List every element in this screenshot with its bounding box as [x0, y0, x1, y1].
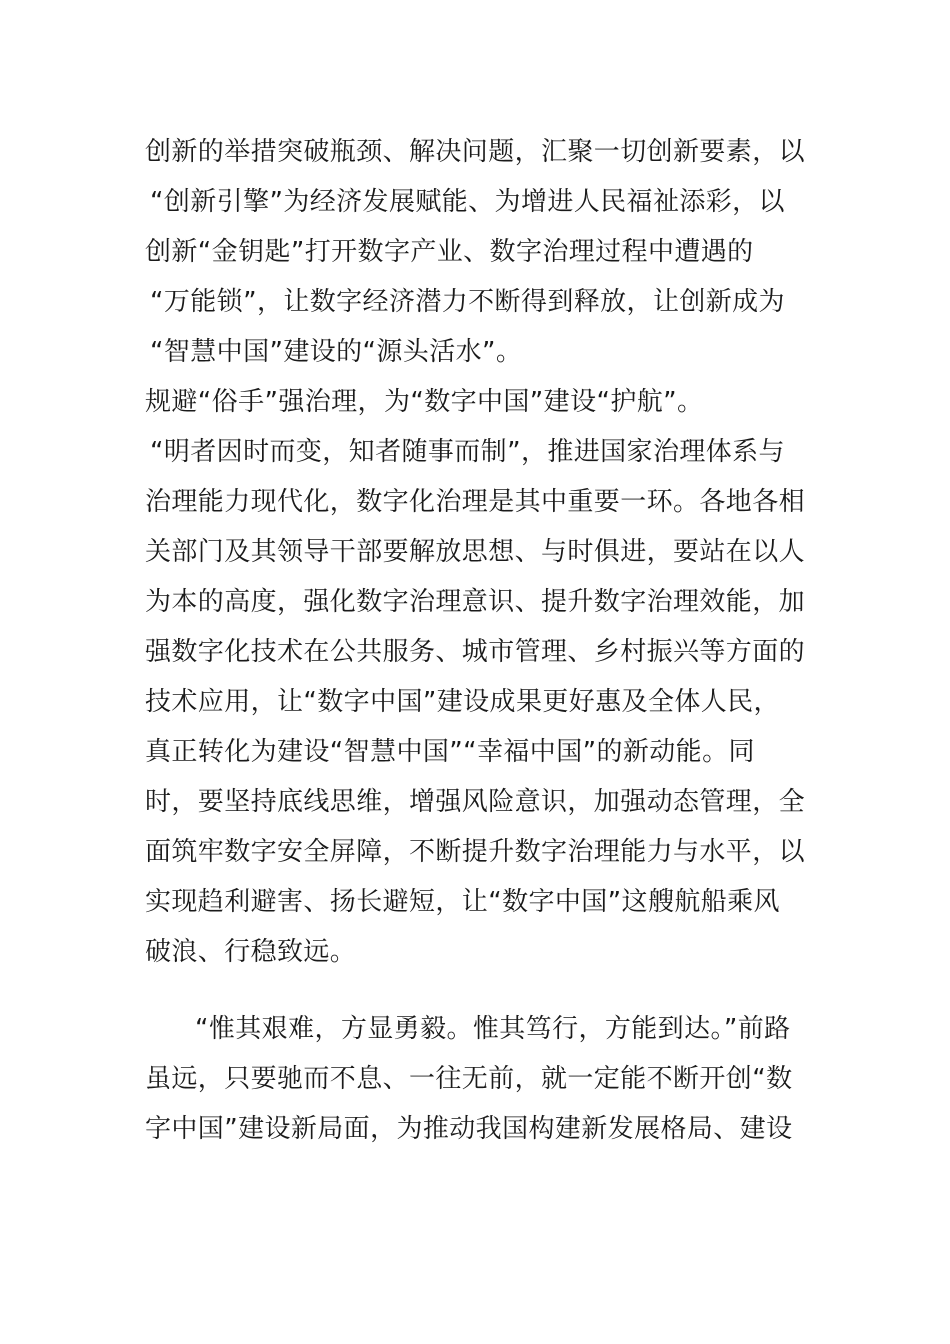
text-line-20: 字中国”建设新局面，为推动我国构建新发展格局、建设 [145, 1114, 793, 1144]
text-line-5: “智慧中国”建设的“源头活水”。 [150, 337, 523, 367]
text-line-3: 创新“金钥匙”打开数字产业、数字治理过程中遭遇的 [145, 237, 754, 267]
text-line-12: 技术应用，让“数字中国”建设成果更好惠及全体人民， [145, 687, 780, 717]
text-line-8: 治理能力现代化，数字化治理是其中重要一环。各地各相 [145, 487, 806, 517]
text-line-10: 为本的高度，强化数字治理意识、提升数字治理效能，加 [145, 587, 806, 617]
text-line-13: 真正转化为建设“智慧中国”“幸福中国”的新动能。同 [145, 737, 755, 767]
text-line-7: “明者因时而变，知者随事而制”，推进国家治理体系与 [150, 437, 785, 467]
text-line-1: 创新的举措突破瓶颈、解决问题，汇聚一切创新要素，以 [145, 137, 806, 167]
text-line-11: 强数字化技术在公共服务、城市管理、乡村振兴等方面的 [145, 637, 806, 667]
text-line-14: 时，要坚持底线思维，增强风险意识，加强动态管理，全 [145, 787, 806, 817]
text-line-19: 虽远，只要驰而不息、一往无前，就一定能不断开创“数 [145, 1064, 793, 1094]
text-line-17: 破浪、行稳致远。 [145, 937, 357, 967]
text-line-6: 规避“俗手”强治理，为“数字中国”建设“护航”。 [145, 387, 704, 417]
text-line-2: “创新引擎”为经济发展赋能、为增进人民福祉添彩，以 [150, 187, 785, 217]
text-line-18: “惟其艰难，方显勇毅。惟其笃行，方能到达。”前路 [195, 1014, 791, 1044]
text-line-4: “万能锁”，让数字经济潜力不断得到释放，让创新成为 [150, 287, 785, 317]
text-line-16: 实现趋利避害、扬长避短，让“数字中国”这艘航船乘风 [145, 887, 780, 917]
text-line-15: 面筑牢数字安全屏障，不断提升数字治理能力与水平，以 [145, 837, 806, 867]
text-line-9: 关部门及其领导干部要解放思想、与时俱进，要站在以人 [145, 537, 806, 567]
